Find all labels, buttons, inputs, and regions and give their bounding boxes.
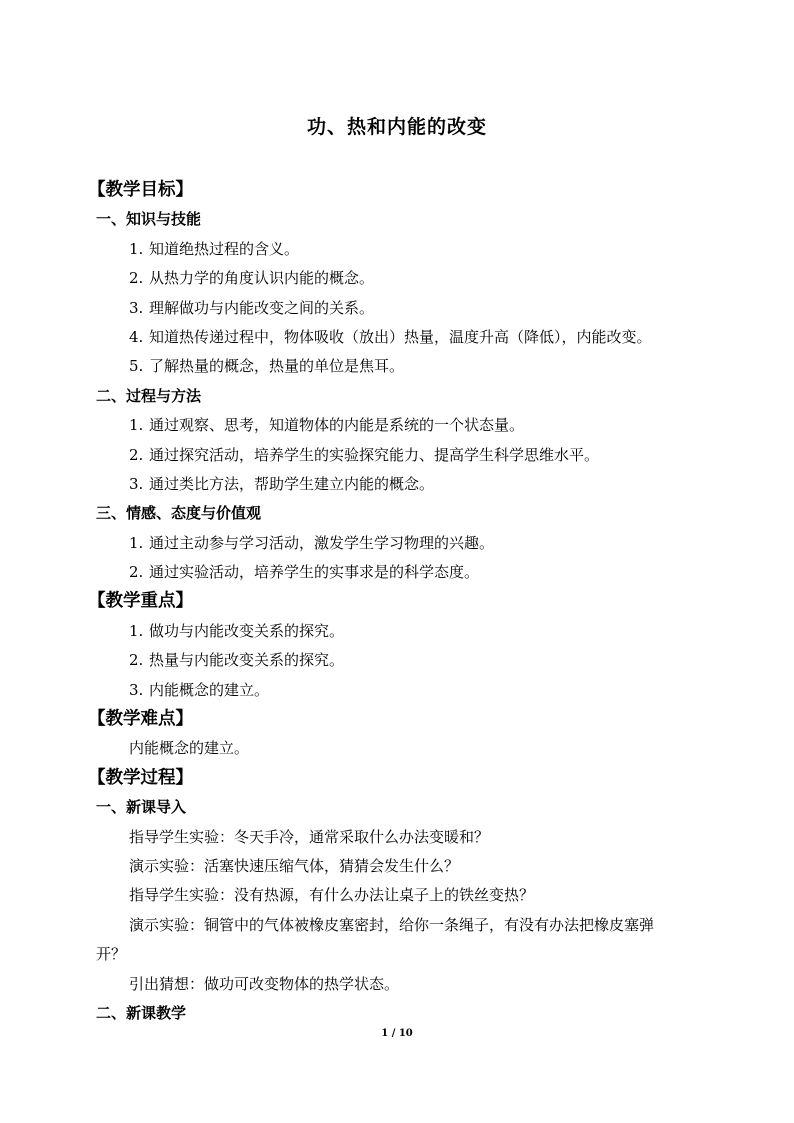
list-item-text: 通过主动参与学习活动，激发学生学习物理的兴趣。 [149,533,495,552]
paragraph-continuation: 开？ [96,945,127,964]
list-item [96,646,696,675]
list-item-text: 内能概念的建立。 [149,680,270,699]
list-item [96,235,696,264]
subsection-heading: 一、新课导入 [96,798,187,817]
list-item-text: 通过探究活动，培养学生的实验探究能力、提高学生科学思维水平。 [149,445,600,464]
subsection-heading: 二、新课教学 [96,1003,187,1022]
paragraph: 内能概念的建立。 [129,739,250,758]
list-item-text: 知道绝热过程的含义。 [149,239,300,258]
section-heading [88,705,696,734]
list-item-text: 热量与内能改变关系的探究。 [149,651,345,670]
list-item-number: 5. [129,357,144,376]
list-item-text: 理解做功与内能改变之间的关系。 [149,298,375,317]
list-item [96,470,696,499]
list-item-number: 1. [129,416,144,435]
list-item [96,441,696,470]
page-title: 功、热和内能的改变 [306,116,487,138]
list-item-number: 1. [129,239,144,258]
list-item-text: 知道热传递过程中，物体吸收（放出）热量，温度升高（降低），内能改变。 [149,327,652,346]
section-heading-text: 【教学过程】 [88,767,193,788]
paragraph: 演示实验：铜管中的气体被橡皮塞密封，给你一条绳子，有没有办法把橡皮塞弹 [129,915,655,934]
paragraph: 指导学生实验：没有热源，有什么办法让桌子上的铁丝变热？ [129,886,535,905]
list-item-text: 通过类比方法，帮助学生建立内能的概念。 [149,474,435,493]
list-item [96,323,696,352]
paragraph: 指导学生实验：冬天手冷，通常采取什么办法变暖和？ [129,827,490,846]
list-item-number: 4. [129,327,144,346]
list-item-number: 3. [129,298,144,317]
list-item [96,352,696,381]
section-heading-text: 【教学难点】 [88,709,193,730]
section-heading [88,587,696,616]
section-heading-text: 【教学重点】 [88,591,193,612]
section-heading [88,176,696,205]
list-item-number: 2. [129,445,144,464]
list-item-number: 1. [129,621,144,640]
list-item-number: 3. [129,680,144,699]
list-item-number: 1. [129,533,144,552]
list-item [96,558,696,587]
paragraph: 引出猜想：做功可改变物体的热学状态。 [129,974,400,993]
list-item-text: 通过实验活动，培养学生的实事求是的科学态度。 [149,563,480,582]
section-heading-text: 【教学目标】 [88,180,193,200]
list-item [96,294,696,323]
document-body [88,176,696,1028]
list-item [96,529,696,558]
subsection-heading: 一、知识与技能 [96,210,202,229]
list-item-text: 做功与内能改变关系的探究。 [149,621,345,640]
list-item-number: 2. [129,651,144,670]
page-number: 1 / 10 [381,1028,413,1039]
list-item-number: 3. [129,474,144,493]
section-heading [88,764,696,793]
list-item-text: 从热力学的角度认识内能的概念。 [149,269,375,288]
subsection-heading: 二、过程与方法 [96,386,202,405]
list-item-text: 了解热量的概念，热量的单位是焦耳。 [149,357,405,376]
list-item-text: 通过观察、思考，知道物体的内能是系统的一个状态量。 [149,416,525,435]
subsection-heading: 三、情感、态度与价值观 [96,504,262,523]
list-item [96,411,696,440]
list-item [96,617,696,646]
paragraph: 演示实验：活塞快速压缩气体，猜猜会发生什么？ [129,856,460,875]
list-item [96,676,696,705]
list-item [96,264,696,293]
list-item-number: 2. [129,269,144,288]
list-item-number: 2. [129,563,144,582]
